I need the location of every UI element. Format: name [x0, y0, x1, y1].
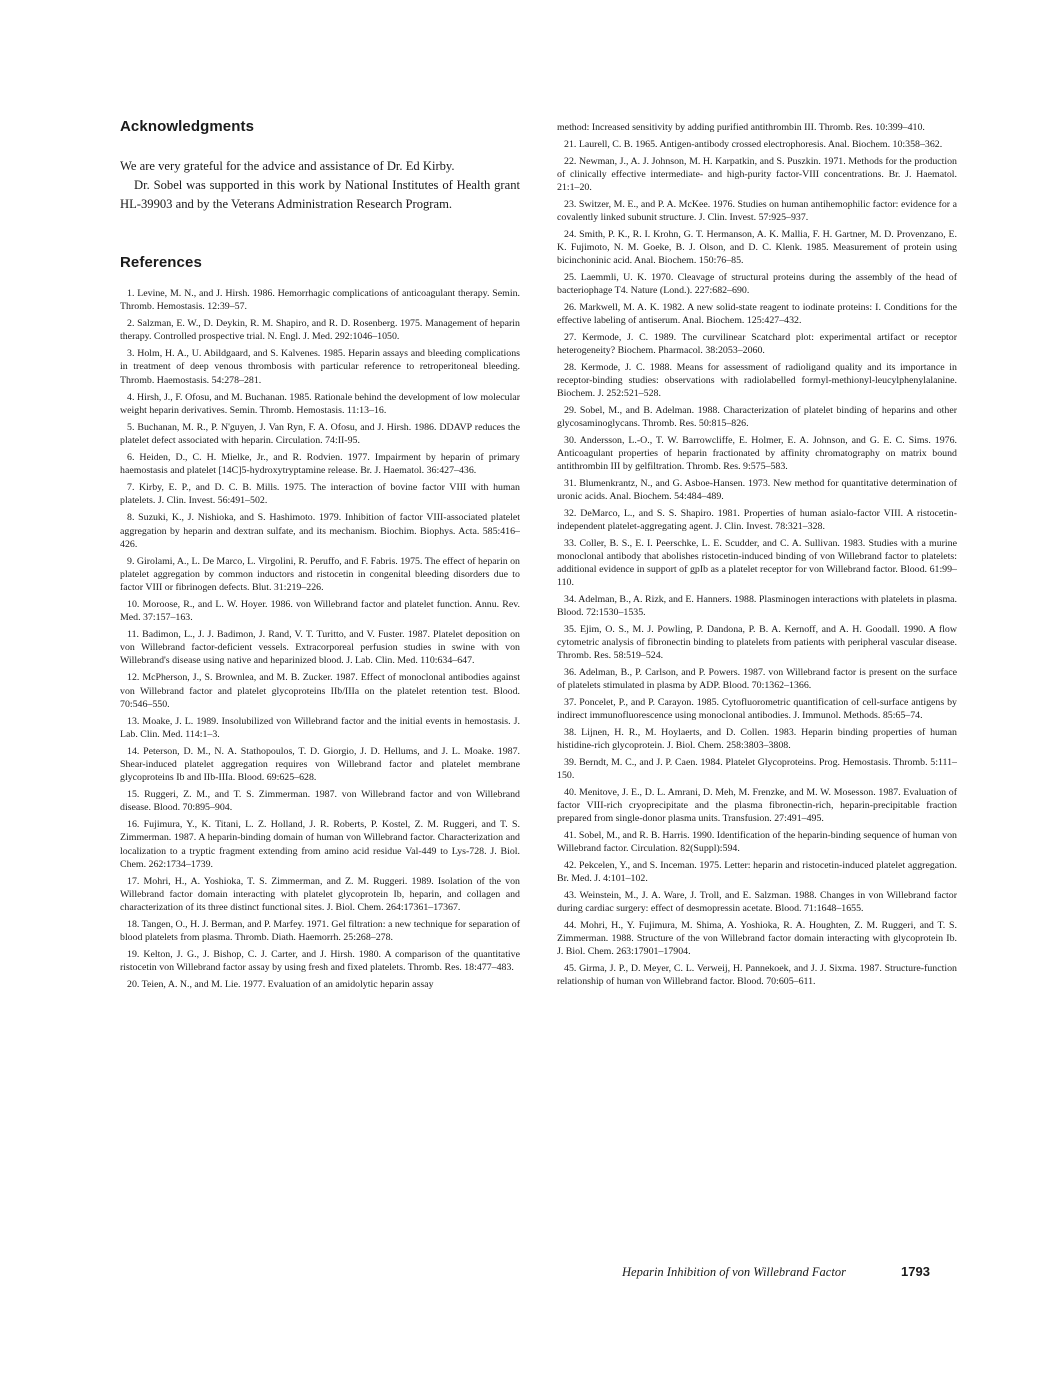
reference-item: 39. Berndt, M. C., and J. P. Caen. 1984. Platelet Glycoproteins. Prog. Hemostasis. Thromb. 5:111–150.	[557, 757, 957, 782]
reference-item: 9. Girolami, A., L. De Marco, L. Virgolini, R. Peruffo, and F. Fabris. 1975. The effect of heparin on platelet aggregation by common inductors and ristocetin in congenital bleeding disorders due to factor VIII or fibrinogen defects. Blut. 31:219–226.	[120, 555, 520, 593]
reference-item: 29. Sobel, M., and B. Adelman. 1988. Characterization of platelet binding of heparins and other glycosaminoglycans. Thromb. Res. 50:815–826.	[557, 404, 957, 430]
reference-item: 3. Holm, H. A., U. Abildgaard, and S. Kalvenes. 1985. Heparin assays and bleeding complications in treatment of deep venous thrombosis with particular reference to retroperitoneal bleeding. Thromb. Haemostasis. 54:278–281.	[120, 348, 520, 386]
reference-item: 14. Peterson, D. M., N. A. Stathopoulos, T. D. Giorgio, J. D. Hellums, and J. L. Moake. 1987. Shear-induced platelet aggregation requires von Willebrand factor and platelet membrane glycoproteins Ib and IIb-IIIa. Blood. 69:625–628.	[120, 745, 520, 784]
references-list-left	[120, 287, 520, 992]
reference-item: 28. Kermode, J. C. 1988. Means for assessment of radioligand quality and its importance in receptor-binding studies: observations with radiolabelled formyl-methionyl-leucylphenylalanine. Biochem. J. 252:521–528.	[557, 361, 957, 400]
reference-item: 38. Lijnen, H. R., M. Hoylaerts, and D. Collen. 1983. Heparin binding properties of human histidine-rich glycoprotein. J. Biol. Chem. 258:3803–3808.	[557, 727, 957, 752]
reference-item: 36. Adelman, B., P. Carlson, and P. Powers. 1987. von Willebrand factor is present on the surface of platelets stimulated in plasma by ADP. Blood. 70:1362–1366.	[557, 667, 957, 692]
reference-item: 40. Menitove, J. E., D. L. Amrani, D. Meh, M. Frenzke, and M. W. Mosesson. 1987. Evaluation of factor VIII-rich cryoprecipitate and the plasma fibronectin-rich, heparin-precipitable fraction prepared from single-donor plasma units. Transfusion. 27:491–495.	[557, 787, 957, 825]
reference-item: 25. Laemmli, U. K. 1970. Cleavage of structural proteins during the assembly of the head of bacteriophage T4. Nature (Lond.). 227:682–690.	[557, 271, 957, 297]
reference-item: 8. Suzuki, K., J. Nishioka, and S. Hashimoto. 1979. Inhibition of factor VIII-associated platelet aggregation by heparin and dextran sulfate, and its mechanism. Biochim. Biophys. Acta. 585:416–426.	[120, 512, 520, 550]
right-column	[557, 121, 957, 992]
reference-item: 11. Badimon, L., J. J. Badimon, J. Rand, V. T. Turitto, and V. Fuster. 1987. Platelet deposition on von Willebrand factor-deficient vessels. Extracorporeal perfusion studies in swine with von Willebrand's disease using native and heparinized blood. J. Lab. Clin. Med. 110:634–647.	[120, 629, 520, 667]
reference-item: 31. Blumenkrantz, N., and G. Asboe-Hansen. 1973. New method for quantitative determination of uronic acids. Anal. Biochem. 54:484–489.	[557, 478, 957, 503]
reference-item: 17. Mohri, H., A. Yoshioka, T. S. Zimmerman, and Z. M. Ruggeri. 1989. Isolation of the von Willebrand factor domain interacting with platelet glycoprotein Ib, heparin, and collagen and characterization of its three distinct functional sites. J. Biol. Chem. 264:17361–17367.	[120, 875, 520, 913]
reference-item: 12. McPherson, J., S. Brownlea, and M. B. Zucker. 1987. Effect of monoclonal antibodies against von Willebrand factor and platelet glycoproteins IIb/IIIa on the platelet retention test. Blood. 70:546–550.	[120, 672, 520, 710]
reference-item: 41. Sobel, M., and R. B. Harris. 1990. Identification of the heparin-binding sequence of human von Willebrand factor. Circulation. 82(Suppl):594.	[557, 830, 957, 855]
reference-item: 45. Girma, J. P., D. Meyer, C. L. Verweij, H. Pannekoek, and J. J. Sixma. 1987. Structure-function relationship of human von Willebrand factor. Blood. 70:605–611.	[557, 963, 957, 988]
reference-item: 15. Ruggeri, Z. M., and T. S. Zimmerman. 1987. von Willebrand factor and von Willebrand disease. Blood. 70:895–904.	[120, 789, 520, 814]
left-column	[120, 118, 520, 996]
reference-item: 42. Pekcelen, Y., and S. Inceman. 1975. Letter: heparin and ristocetin-induced platelet aggregation. Br. Med. J. 4:101–102.	[557, 860, 957, 885]
running-title: Heparin Inhibition of von Willebrand Factor	[622, 1265, 846, 1279]
reference-item: 5. Buchanan, M. R., P. N'guyen, J. Van Ryn, F. A. Ofosu, and J. Hirsh. 1986. DDAVP reduces the platelet defect associated with heparin. Circulation. 74:II-95.	[120, 421, 520, 446]
reference-item: 2. Salzman, E. W., D. Deykin, R. M. Shapiro, and R. D. Rosenberg. 1975. Management of heparin therapy. Controlled prospective trial. N. Engl. J. Med. 292:1046–1050.	[120, 318, 520, 343]
reference-item: 10. Moroose, R., and L. W. Hoyer. 1986. von Willebrand factor and platelet function. Annu. Rev. Med. 37:157–163.	[120, 598, 520, 624]
acknowledgments-heading: Acknowledgments	[120, 118, 255, 135]
references-heading: References	[120, 254, 202, 271]
reference-item: method: Increased sensitivity by adding purified antithrombin III. Thromb. Res. 10:399–410.	[557, 122, 925, 133]
reference-item: 32. DeMarco, L., and S. S. Shapiro. 1981. Properties of human asialo-factor VIII. A ristocetin-independent platelet-aggregating agent. J. Clin. Invest. 78:321–328.	[557, 508, 957, 533]
reference-item: 27. Kermode, J. C. 1989. The curvilinear Scatchard plot: experimental artifact or receptor heterogeneity? Biochem. Pharmacol. 38:2053–2060.	[557, 331, 957, 356]
reference-item: 24. Smith, P. K., R. I. Krohn, G. T. Hermanson, A. K. Mallia, F. H. Gartner, M. D. Provenzano, E. K. Fujimoto, N. M. Goeke, B. J. Olson, and D. C. Klenk. 1985. Measurement of protein using bicinchoninic acid. Anal. Biochem. 150:76–85.	[557, 228, 957, 267]
reference-item: 18. Tangen, O., H. J. Berman, and P. Marfey. 1971. Gel filtration: a new technique for separation of blood platelets from plasma. Thromb. Diath. Haemorrh. 25:268–278.	[120, 919, 520, 944]
reference-item: 37. Poncelet, P., and P. Carayon. 1985. Cytofluorometric quantification of cell-surface antigens by indirect immunofluorescence using monoclonal antibodies. J. Immunol. Methods. 85:65–74.	[557, 697, 957, 722]
reference-item: 34. Adelman, B., A. Rizk, and E. Hanners. 1988. Plasminogen interactions with platelets in plasma. Blood. 72:1530–1535.	[557, 594, 957, 619]
reference-item: 1. Levine, M. N., and J. Hirsh. 1986. Hemorrhagic complications of anticoagulant therapy. Semin. Thromb. Hemostasis. 12:39–57.	[120, 288, 520, 313]
reference-item: 4. Hirsh, J., F. Ofosu, and M. Buchanan. 1985. Rationale behind the development of low molecular weight heparin derivatives. Semin. Thromb. Hemostasis. 11:13–16.	[120, 391, 520, 416]
reference-item: 44. Mohri, H., Y. Fujimura, M. Shima, A. Yoshioka, R. A. Houghten, Z. M. Ruggeri, and T. S. Zimmerman. 1988. Structure of the von Willebrand factor domain interacting with glycoprotein Ib. J. Biol. Chem. 263:17901–17904.	[557, 920, 957, 958]
reference-item: 22. Newman, J., A. J. Johnson, M. H. Karpatkin, and S. Puszkin. 1971. Methods for the production of clinically effective intermediate- and high-purity factor-VIII concentrations. Br. J. Haematol. 21:1–20.	[557, 155, 957, 193]
reference-item: 13. Moake, J. L. 1989. Insolubilized von Willebrand factor and the initial events in hemostasis. J. Lab. Clin. Med. 114:1–3.	[120, 715, 520, 740]
reference-item: 16. Fujimura, Y., K. Titani, L. Z. Holland, J. R. Roberts, P. Kostel, Z. M. Ruggeri, and T. S. Zimmerman. 1987. A heparin-binding domain of human von Willebrand factor. Characterization and localization to a tryptic fragment extending from amino acid residue Val-449 to Lys-728. J. Biol. Chem. 262:1734–1739.	[120, 819, 520, 870]
reference-item: 7. Kirby, E. P., and D. C. B. Mills. 1975. The interaction of bovine factor VIII with human platelets. J. Clin. Invest. 56:491–502.	[120, 482, 520, 507]
reference-item: 35. Ejim, O. S., M. J. Powling, P. Dandona, P. B. A. Kernoff, and A. H. Goodall. 1990. A flow cytometric analysis of fibronectin binding to platelets from patients with peripheral vascular disease. Thromb. Res. 58:519–524.	[557, 624, 957, 662]
reference-item: 23. Switzer, M. E., and P. A. McKee. 1976. Studies on human antihemophilic factor: evidence for a covalently linked subunit structure. J. Clin. Invest. 57:925–937.	[557, 198, 957, 223]
reference-item: 43. Weinstein, M., J. A. Ware, J. Troll, and E. Salzman. 1988. Changes in von Willebrand factor during cardiac surgery: effect of desmopressin acetate. Blood. 71:1648–1655.	[557, 890, 957, 915]
page-number: 1793	[901, 1264, 930, 1279]
references-list-right	[557, 121, 957, 988]
reference-item: 20. Teien, A. N., and M. Lie. 1977. Evaluation of an amidolytic heparin assay	[127, 979, 434, 991]
reference-item: 30. Andersson, L.-O., T. W. Barrowcliffe, E. Holmer, E. A. Johnson, and G. E. C. Sims. 1976. Anticoagulant properties of heparin fractionated by affinity chromatography on matrix bound antithrombin III by gelfiltration. Thromb. Res. 9:575–583.	[557, 434, 957, 473]
reference-item: 26. Markwell, M. A. K. 1982. A new solid-state reagent to iodinate proteins: I. Conditions for the effective labeling of antiserum. Anal. Biochem. 125:427–432.	[557, 301, 957, 326]
acknowledgments-text	[120, 157, 520, 214]
reference-item: 33. Coller, B. S., E. I. Peerschke, L. E. Scudder, and C. A. Sullivan. 1983. Studies with a murine monoclonal antibody that abolishes ristocetin-induced binding of von Willebrand factor to platelets: additional evidence in support of gpIb as a platelet receptor for von Willebrand factor. Blood. 61:99–110.	[557, 537, 957, 589]
reference-item: 6. Heiden, D., C. H. Mielke, Jr., and R. Rodvien. 1977. Impairment by heparin of primary haemostasis and platelet [14C]5-hydroxytryptamine release. Br. J. Haematol. 36:427–436.	[120, 452, 520, 477]
acknowledgments-paragraph: Dr. Sobel was supported in this work by National Institutes of Health grant HL-39903 and by the Veterans Administration Research Program.	[120, 178, 520, 211]
reference-item: 21. Laurell, C. B. 1965. Antigen-antibody crossed electrophoresis. Anal. Biochem. 10:358–362.	[564, 138, 943, 150]
reference-item: 19. Kelton, J. G., J. Bishop, C. J. Carter, and J. Hirsh. 1980. A comparison of the quantitative ristocetin von Willebrand factor assay by using fresh and fixed platelets. Thromb. Res. 18:477–483.	[120, 949, 520, 974]
acknowledgments-paragraph: We are very grateful for the advice and assistance of Dr. Ed Kirby.	[120, 159, 455, 173]
